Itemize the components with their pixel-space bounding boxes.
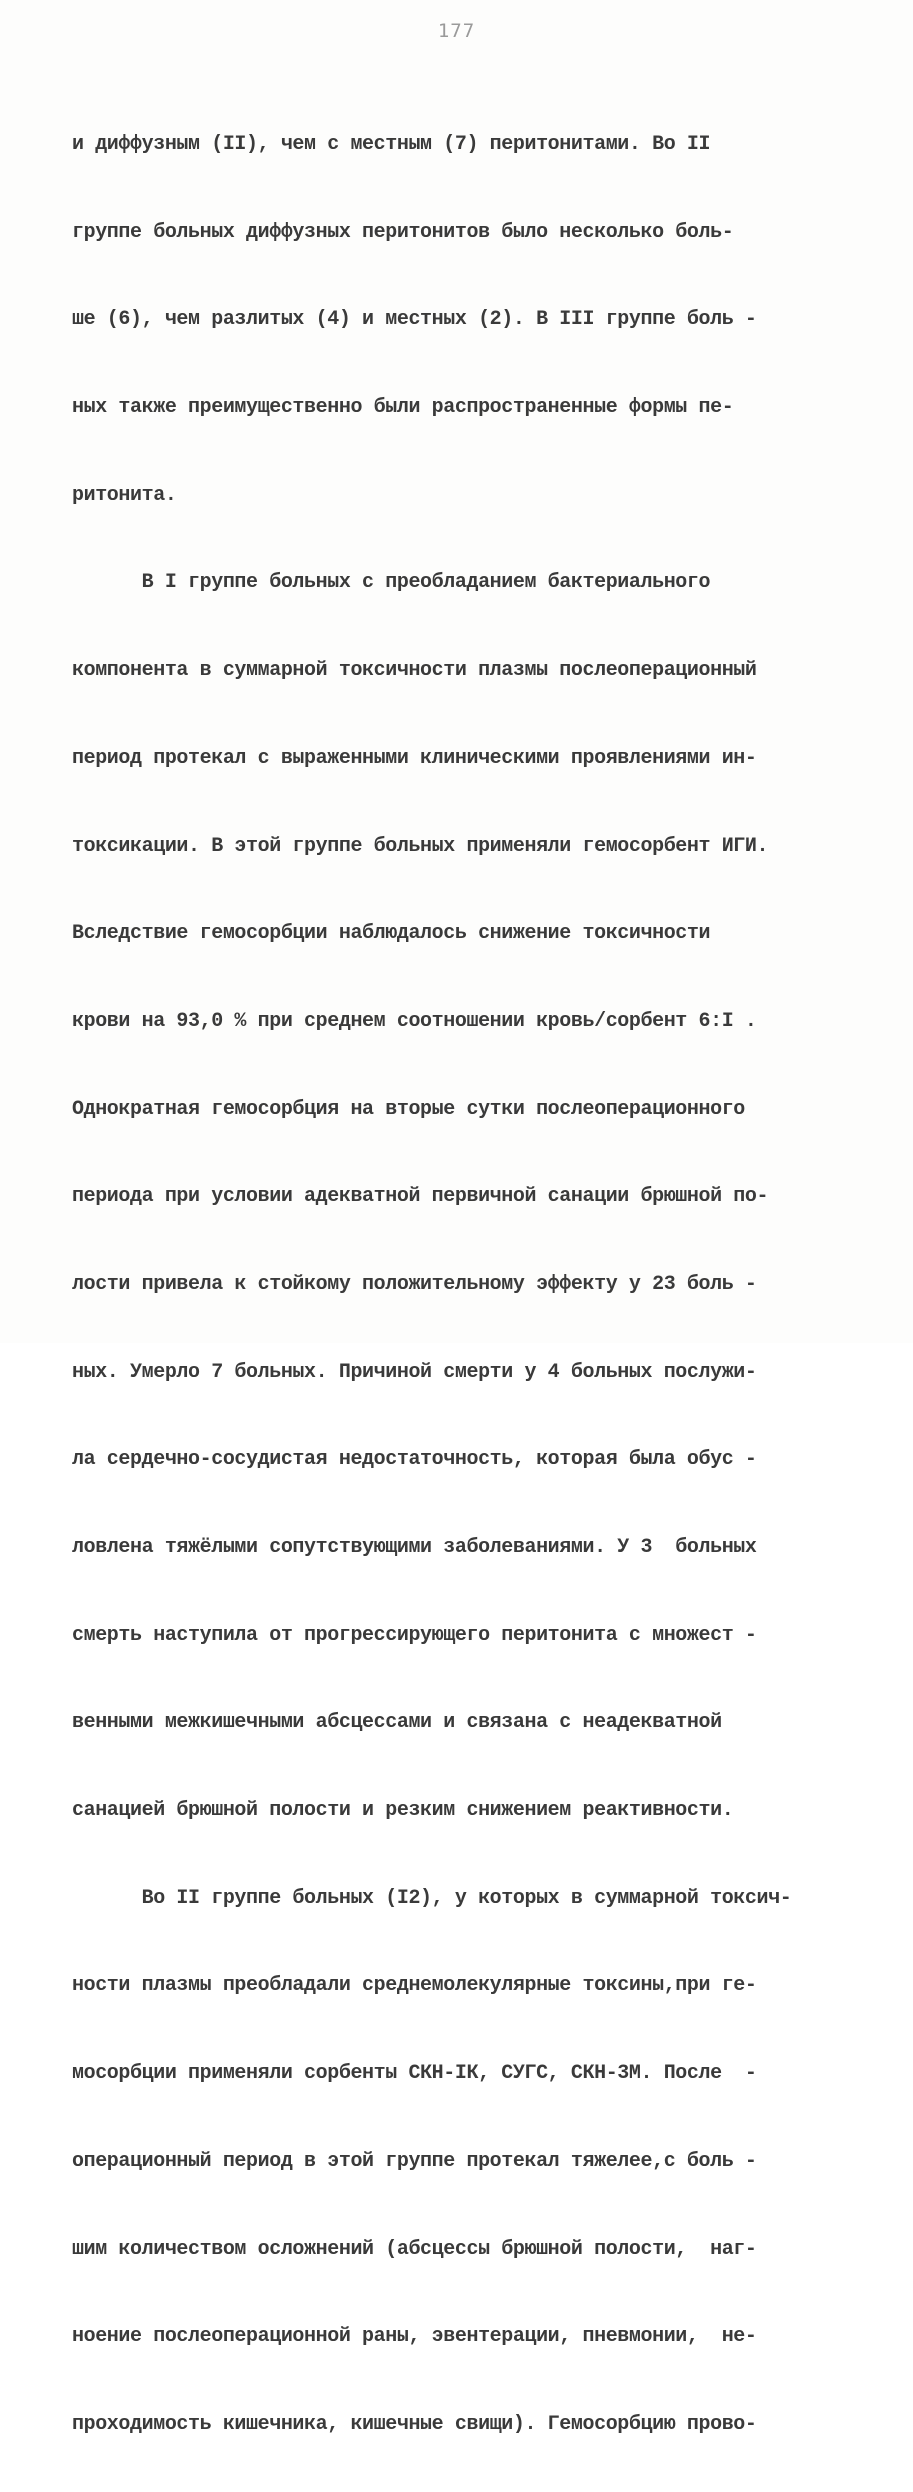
- text-line: смерть наступила от прогрессирующего перитонита с множест -: [72, 1623, 757, 1647]
- text-line: проходимость кишечника, кишечные свищи). Гемосорбцию прово-: [72, 2412, 757, 2436]
- text-line: Во II группе больных (I2), у которых в суммарной токсич-: [72, 1886, 792, 1910]
- text-line: венными межкишечными абсцессами и связана с неадекватной: [72, 1711, 722, 1735]
- text-line: период протекал с выраженными клиническими проявлениями ин-: [72, 746, 757, 770]
- text-line: ритонита.: [72, 483, 177, 507]
- text-line: операционный период в этой группе протекал тяжелее,с боль -: [72, 2149, 757, 2173]
- text-line: ловлена тяжёлыми сопутствующими заболеваниями. У 3 больных: [72, 1536, 757, 1559]
- text-line: периода при условии адекватной первичной санации брюшной по-: [72, 1185, 769, 1209]
- text-line: санацией брюшной полости и резким снижением реактивности.: [72, 1799, 734, 1823]
- text-line: ше (6), чем разлитых (4) и местных (2). В III группе боль -: [72, 308, 757, 332]
- text-line: шим количеством осложнений (абсцессы брюшной полости, наг-: [72, 2237, 757, 2261]
- text-line: мосорбции применяли сорбенты СКН-IК, СУГС, СКН-3М. После -: [72, 2062, 757, 2086]
- text-line: группе больных диффузных перитонитов было несколько боль-: [72, 220, 734, 244]
- text-line: ла сердечно-сосудистая недостаточность, которая была обус -: [72, 1448, 757, 1472]
- text-line: крови на 93,0 % при среднем соотношении кровь/сорбент 6:I .: [72, 1009, 757, 1033]
- text-line: компонента в суммарной токсичности плазмы послеоперационный: [72, 659, 757, 683]
- text-line: токсикации. В этой группе больных применяли гемосорбент ИГИ.: [72, 834, 769, 858]
- text-line: ности плазмы преобладали среднемолекулярные токсины,при ге-: [72, 1974, 757, 1998]
- text-line: ных также преимущественно были распространенные формы пе-: [72, 396, 734, 420]
- page-number: 177: [437, 20, 476, 42]
- text-line: ных. Умерло 7 больных. Причиной смерти у 4 больных послужи-: [72, 1360, 757, 1384]
- body-text: [72, 78, 852, 2492]
- text-line: лости привела к стойкому положительному эффекту у 23 боль -: [72, 1272, 757, 1296]
- text-line: и диффузным (II), чем с местным (7) перитонитами. Во II: [72, 133, 711, 156]
- text-line: Вследствие гемосорбции наблюдалось снижение токсичности: [72, 922, 711, 946]
- text-line: ноение послеоперационной раны, эвентерации, пневмонии, не-: [72, 2325, 757, 2349]
- text-line: Однократная гемосорбция на вторые сутки послеоперационного: [72, 1097, 745, 1121]
- text-line: В I группе больных с преобладанием бактериального: [72, 571, 711, 595]
